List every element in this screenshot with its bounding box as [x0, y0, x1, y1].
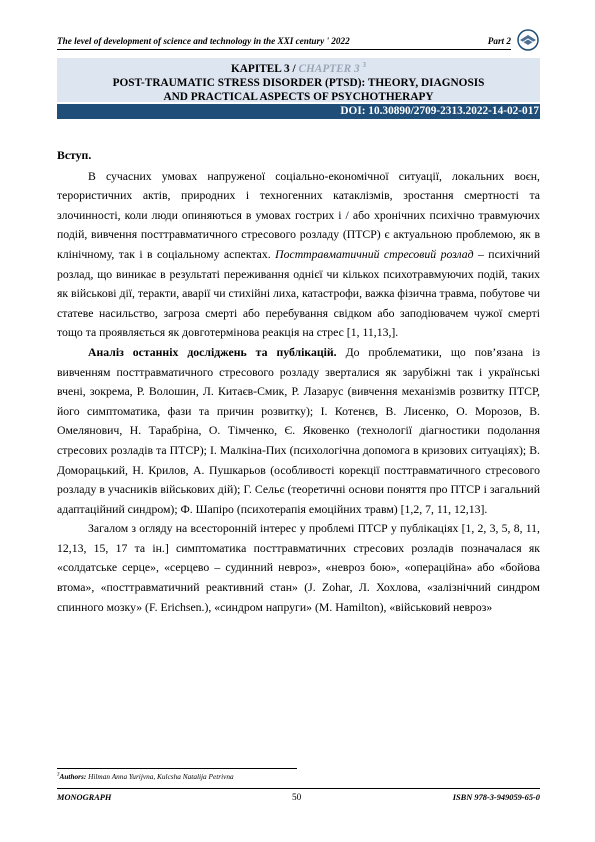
- publisher-logo-icon: [513, 28, 543, 52]
- footnote: [57, 772, 234, 781]
- paragraph-review-text: До проблематики, що пов’язана із вивченням посттравматичного стресового розладу зверталися як зарубіжні так і українські вчені, зокрема, Р. Волошин, Л. Китаєв-Смик, Р. Лазарус (вивчення механізмів розвитку ПТСР, його симптоматика, фази та причин розвитку); І. Котенєв, В. Лисенко, О. Морозов, В. Омелянович, Н. Тарабріна, О. Тімченко, Є. Яковенко (технології діагностики подолання стресових розладів та ПТСР); І. Малкіна-Пих (психологічна допомога в кризових ситуаціях); В. Доморацький, Н. Крилов, А. Пушкарьов (особливості корекції посттравматичного стресового розладу в учасників військових дій); Г. Сельє (теоретичні основи поняття про ПТСР і загальний адаптаційний синдром); Ф. Шапіро (психотерапія емоційних травм) [1,2, 7, 11, 12,13].: [57, 345, 540, 516]
- paragraph-intro-text: В сучасних умовах напруженої соціально-економічної ситуації, локальних воєн, терористичних актів, природних і техногенних катаклізмів, зростання смертності та злочинності, коли люди опиняються в умовах гострих і / або хронічних психічно травмуючих подій, вивчення посттравматичного стресового розладу (ПТСР) є актуальною проблемою, як в клінічному, так і в соціальному аспектах.: [57, 169, 540, 261]
- chapter-label-en: CHAPTER 3: [298, 62, 360, 75]
- chapter-footnote-mark: 3: [362, 61, 367, 69]
- main-text: [57, 146, 540, 617]
- doi-text: DOI: 10.30890/2709-2313.2022-14-02-017: [340, 105, 539, 117]
- doi-bar: [57, 104, 540, 119]
- paragraph-intro: [57, 167, 540, 343]
- chapter-title-line-2: AND PRACTICAL ASPECTS OF PSYCHOTHERAPY: [163, 91, 434, 104]
- journal-title: The level of development of science and technology in the XXI century ' 2022: [57, 36, 350, 46]
- paragraph-review: [57, 343, 540, 519]
- running-header: [57, 36, 511, 50]
- intro-heading: Вступ.: [57, 149, 92, 162]
- review-heading: Аналіз останніх досліджень та публікацій.: [88, 345, 337, 359]
- paragraph-intro-rest: – психічний розлад, що виникає в результаті переживання однієї чи кількох психотравмуючих подій, таких як військові дії, теракти, аварії чи стихійні лиха, катастрофи, важка фізична травма, побутове чи статеве насильство, загроза смерті або перебування свідком або заподіювачем чужої смерті тощо та проявляється як довготермінова реакція на стрес [1, 11,13,].: [57, 247, 540, 340]
- chapter-heading: [57, 58, 540, 102]
- footer-monograph: MONOGRAPH: [57, 793, 112, 802]
- paragraph-overview: Загалом з огляду на всесторонній інтерес у проблемі ПТСР у публікаціях [1, 2, 3, 5, 8, 11, 12,13, 15, 17 та ін.] симптоматика посттравматичних стресових розладів позначалася як «солдатське серце», «серцево – судинний невроз», «невроз бою», «операційна» або «бойова втома», «посттравматичний реактивний стан» (J. Zohar, Л. Хохлова, «залізнічний синдром спинного мозку» (F. Erichsen.), «синдром напруги» (M. Hamilton), «військовий невроз»: [57, 522, 540, 614]
- chapter-title-line-1: POST-TRAUMATIC STRESS DISORDER (PTSD): THEORY, DIAGNOSIS: [112, 76, 485, 89]
- footnote-mark: 3: [57, 772, 60, 778]
- chapter-label-ua: KAPITEL 3 /: [230, 62, 296, 75]
- page-number: 50: [292, 793, 302, 803]
- chapter-label: [57, 58, 540, 76]
- footer-rule: [57, 788, 540, 789]
- footer-isbn: ISBN 978-3-949059-65-0: [452, 793, 540, 802]
- ptsd-term: Посттравматичний стресовий розлад: [275, 247, 474, 261]
- header-rule: [57, 49, 511, 50]
- footnote-rule: [57, 768, 297, 769]
- footnote-label: Authors:: [59, 772, 87, 781]
- running-footer: [57, 793, 540, 805]
- footnote-authors: Hilman Anna Yurijvna, Kulcsha Natalija Petrivna: [86, 772, 234, 781]
- part-label: Part 2: [487, 36, 511, 46]
